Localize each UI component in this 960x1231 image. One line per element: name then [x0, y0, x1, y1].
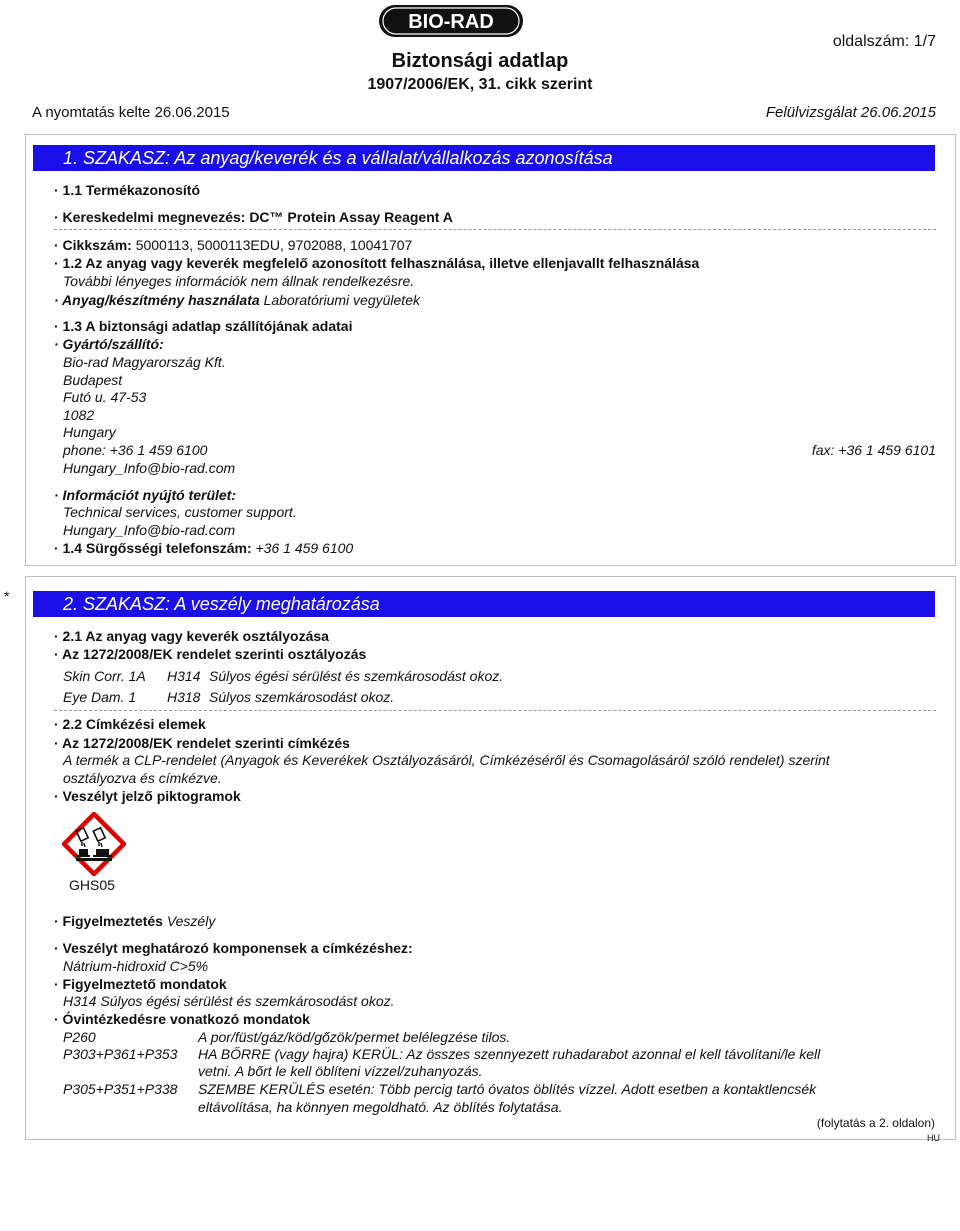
catalog-number — [54, 237, 412, 253]
emergency-phone-value: +36 1 459 6100 — [255, 540, 354, 556]
hazard-statements-label: · Figyelmeztető mondatok — [54, 976, 227, 992]
classification-label: · 2.1 Az anyag vagy keverék osztályozása — [54, 628, 329, 644]
section-2-heading — [33, 591, 935, 617]
class-row-code: H318 — [167, 689, 201, 705]
precautionary-statements-label: · Óvintézkedésre vonatkozó mondatok — [54, 1011, 310, 1027]
supplier-details-label: · 1.3 A biztonsági adatlap szállítójának adatai — [54, 318, 353, 334]
document-subtitle: 1907/2006/EK, 31. cikk szerint — [367, 76, 593, 93]
supplier-country: Hungary — [63, 424, 116, 440]
supplier-zip: 1082 — [63, 407, 95, 423]
trade-name: · Kereskedelmi megnevezés: DC™ Protein Assay Reagent A — [54, 209, 453, 225]
continued-note: (folytatás a 2. oldalon) — [816, 1116, 935, 1130]
precaution-text: SZEMBE KERÜLÉS esetén: Több percig tartó óvatos öblítés vízzel. Adott esetben a kontaktlencsék — [198, 1081, 817, 1097]
supplier-phone: phone: +36 1 459 6100 — [63, 442, 208, 458]
class-row-cat: Eye Dam. 1 — [63, 689, 137, 705]
ghs-code: GHS05 — [69, 877, 115, 893]
clp-classification-label: · Az 1272/2008/EK rendelet szerinti osztályozás — [54, 646, 367, 662]
supplier-name: Bio-rad Magyarország Kft. — [63, 354, 226, 370]
divider — [54, 710, 936, 711]
hazard-components-label: · Veszélyt meghatározó komponensek a címkézéshez: — [54, 940, 413, 956]
info-department-label: · Információt nyújtó terület: — [54, 487, 236, 503]
class-row-cat: Skin Corr. 1A — [63, 668, 146, 684]
clp-labelling-text-1: A termék a CLP-rendelet (Anyagok és Keverékek Osztályozásáról, Címkézéséről és Csomagolásáról szóló rendelet) szerint — [63, 752, 830, 768]
section-2-heading-text: 2. SZAKASZ: A veszély meghatározása — [63, 594, 380, 614]
substance-use-value: Laboratóriumi vegyületek — [263, 292, 420, 308]
page-number: oldalszám: 1/7 — [832, 33, 936, 50]
revision-date: Felülvizsgálat 26.06.2015 — [765, 104, 936, 121]
supplier-city: Budapest — [63, 372, 123, 388]
signal-word-label: · Figyelmeztetés — [54, 913, 163, 929]
catalog-value: 5000113, 5000113EDU, 9702088, 10041707 — [135, 237, 413, 253]
precaution-text-cont: eltávolítása, ha könnyen megoldható. Az öblítés folytatása. — [198, 1099, 563, 1115]
supplier-fax: fax: +36 1 459 6101 — [811, 442, 936, 458]
manufacturer-label: · Gyártó/szállító: — [54, 336, 164, 352]
precaution-text: A por/füst/gáz/köd/gőzök/permet belélegzése tilos. — [198, 1029, 511, 1045]
precaution-code: P305+P351+P338 — [63, 1081, 178, 1097]
section-1-heading — [33, 145, 935, 171]
emergency-phone-label: · 1.4 Sürgősségi telefonszám: — [54, 540, 252, 556]
section-1-heading-text: 1. SZAKASZ: Az anyag/keverék és a vállalat/vállalkozás azonosítása — [63, 148, 613, 168]
bio-rad-logo — [378, 4, 524, 38]
identified-uses-label: · 1.2 Az anyag vagy keverék megfelelő azonosított felhasználása, illetve ellenjavallt felhasználása — [54, 255, 700, 271]
substance-use — [54, 292, 420, 308]
supplier-street: Futó u. 47-53 — [63, 389, 147, 405]
substance-use-label: · Anyag/készítmény használata — [54, 292, 260, 308]
precaution-code: P303+P361+P353 — [63, 1046, 178, 1062]
hazard-components-value: Nátrium-hidroxid C>5% — [63, 958, 209, 974]
product-identifier-label: · 1.1 Termékazonosító — [54, 182, 201, 198]
precaution-code: P260 — [63, 1029, 96, 1045]
revision-marker: * — [4, 588, 10, 604]
emergency-phone — [54, 540, 353, 556]
supplier-email[interactable]: Hungary_Info@bio-rad.com — [63, 460, 236, 476]
label-elements-label: · 2.2 Címkézési elemek — [54, 716, 206, 732]
hazard-statement: H314 Súlyos égési sérülést és szemkárosodást okoz. — [63, 993, 395, 1009]
clp-labelling-label: · Az 1272/2008/EK rendelet szerinti címkézés — [54, 735, 350, 751]
svg-text:BIO-RAD: BIO-RAD — [408, 11, 494, 33]
signal-word-value: Veszély — [166, 913, 216, 929]
catalog-label: · Cikkszám: — [54, 237, 132, 253]
corrosion-pictogram-icon — [62, 812, 126, 876]
print-date: A nyomtatás kelte 26.06.2015 — [32, 104, 230, 121]
info-department-email[interactable]: Hungary_Info@bio-rad.com — [63, 522, 236, 538]
divider — [54, 229, 936, 230]
identified-uses-text: További lényeges információk nem állnak rendelkezésre. — [63, 273, 415, 289]
clp-labelling-text-2: osztályozva és címkézve. — [63, 770, 222, 786]
pictograms-label: · Veszélyt jelző piktogramok — [54, 788, 241, 804]
class-row-code: H314 — [167, 668, 201, 684]
language-code: HU — [927, 1133, 940, 1143]
signal-word — [54, 913, 215, 929]
info-department-text: Technical services, customer support. — [63, 504, 297, 520]
precaution-text: HA BŐRRE (vagy hajra) KERÜL: Az összes szennyezett ruhadarabot azonnal el kell távolítani/le kell — [198, 1046, 821, 1062]
document-title: Biztonsági adatlap — [391, 50, 569, 72]
class-row-text: Súlyos szemkárosodást okoz. — [209, 689, 395, 705]
class-row-text: Súlyos égési sérülést és szemkárosodást okoz. — [209, 668, 504, 684]
precaution-text-cont: vetni. A bőrt le kell öblíteni vízzel/zuhanyozás. — [198, 1063, 483, 1079]
